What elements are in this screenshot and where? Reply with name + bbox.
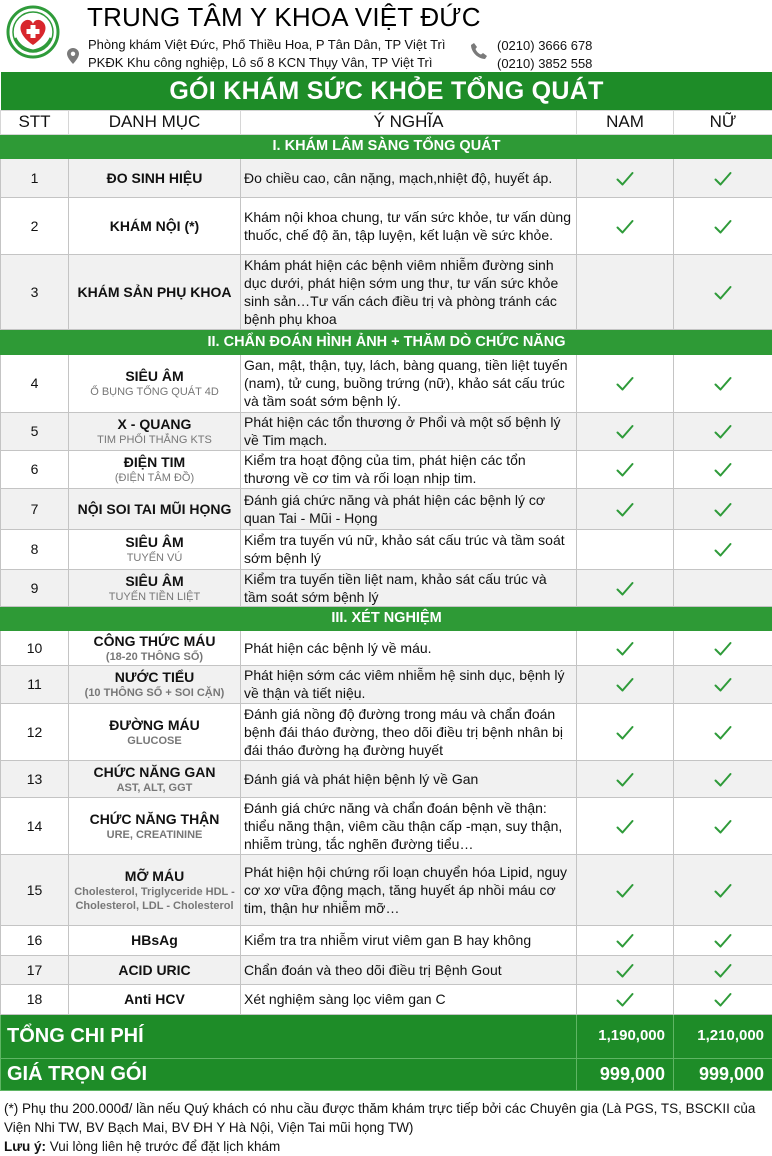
row-stt: 13 xyxy=(1,760,69,797)
row-category xyxy=(69,925,241,955)
check-icon xyxy=(714,285,732,301)
category-detail: Cholesterol, Triglyceride HDL - Cholesterol, LDL - Cholesterol xyxy=(74,885,235,912)
table-row xyxy=(1,529,772,569)
male-cell xyxy=(577,158,674,197)
category-detail: AST, ALT, GGT xyxy=(116,781,193,794)
category-name: NƯỚC TIỂU xyxy=(114,669,195,685)
check-icon xyxy=(616,992,634,1008)
check-icon xyxy=(616,963,634,979)
category-name: ACID URIC xyxy=(118,961,191,978)
row-category xyxy=(69,529,241,569)
male-cell xyxy=(577,955,674,984)
check-icon xyxy=(714,641,732,657)
table-row xyxy=(1,488,772,529)
row-category xyxy=(69,760,241,797)
category-detail: TIM PHỔI THẲNG KTS xyxy=(97,434,212,446)
check-icon xyxy=(616,933,634,949)
section-title: III. XÉT NGHIỆM xyxy=(1,606,772,630)
row-meaning: Đo chiều cao, cân nặng, mạch,nhiệt độ, huyết áp. xyxy=(241,158,577,197)
category-name: ĐIỆN TIM xyxy=(123,454,186,470)
column-header-male: NAM xyxy=(577,110,674,134)
category-name: HBsAg xyxy=(131,932,178,948)
row-stt: 8 xyxy=(1,529,69,569)
row-category xyxy=(69,488,241,529)
check-icon xyxy=(714,992,732,1008)
table-row xyxy=(1,630,772,665)
package-price-male: 999,000 xyxy=(577,1058,674,1090)
category-detail: TUYẾN TIỀN LIỆT xyxy=(108,590,201,603)
phone-1: (0210) 3666 678 xyxy=(497,38,593,53)
female-cell xyxy=(674,955,772,984)
row-stt: 14 xyxy=(1,797,69,854)
row-meaning: Phát hiện hội chứng rối loạn chuyển hóa Lipid, nguy cơ xơ vữa động mạch, tăng huyết áp nhồi máu cơ tim, thận hư nhiễm mỡ… xyxy=(241,854,577,925)
female-cell xyxy=(674,854,772,925)
row-meaning: Phát hiện các bệnh lý về máu. xyxy=(241,630,577,665)
logo-icon xyxy=(6,5,60,59)
check-icon xyxy=(714,542,732,558)
clinic-name: TRUNG TÂM Y KHOA VIỆT ĐỨC xyxy=(87,2,481,32)
female-cell xyxy=(674,254,772,329)
male-cell xyxy=(577,703,674,760)
row-stt: 3 xyxy=(1,254,69,329)
row-meaning: Chẩn đoán và theo dõi điều trị Bệnh Gout xyxy=(241,955,577,984)
row-meaning: Phát hiện sớm các viêm nhiễm hệ sinh dục, bệnh lý về thận và tiết niệu. xyxy=(241,665,577,703)
category-detail: (ĐIỆN TÂM ĐỒ) xyxy=(114,472,195,484)
column-header-stt: STT xyxy=(1,110,69,134)
row-category xyxy=(69,569,241,606)
section-title: I. KHÁM LÂM SÀNG TỔNG QUÁT xyxy=(1,134,772,158)
row-meaning: Đánh giá chức năng và chẩn đoán bệnh về thận: thiểu năng thận, viêm cầu thận cấp -mạn, suy thận, nhiễm trùng, tắc nghẽn đường tiểu… xyxy=(241,797,577,854)
male-cell xyxy=(577,412,674,450)
check-icon xyxy=(616,581,634,597)
female-cell xyxy=(674,412,772,450)
check-icon xyxy=(616,819,634,835)
hint-text: Vui lòng liên hệ trước để đặt lịch khám xyxy=(46,1139,281,1154)
table-row xyxy=(1,797,772,854)
row-category xyxy=(69,797,241,854)
total-cost-row xyxy=(1,1014,772,1058)
location-pin-icon xyxy=(67,48,79,69)
row-stt: 9 xyxy=(1,569,69,606)
row-category xyxy=(69,703,241,760)
male-cell xyxy=(577,197,674,254)
row-category xyxy=(69,197,241,254)
section-title: II. CHẨN ĐOÁN HÌNH ẢNH + THĂM DÒ CHỨC NĂNG xyxy=(1,329,772,354)
row-stt: 10 xyxy=(1,630,69,665)
row-meaning: Đánh giá nồng độ đường trong máu và chẩn đoán bệnh đái tháo đường, theo dõi điều trị bệnh nhân bị đái tháo đường hạ đường huyết xyxy=(241,703,577,760)
male-cell xyxy=(577,254,674,329)
check-icon xyxy=(616,725,634,741)
female-cell xyxy=(674,760,772,797)
row-meaning: Phát hiện các tổn thương ở Phổi và một số bệnh lý về Tim mạch. xyxy=(241,412,577,450)
check-icon xyxy=(616,376,634,392)
female-cell xyxy=(674,984,772,1014)
table-row xyxy=(1,984,772,1014)
row-stt: 1 xyxy=(1,158,69,197)
category-name: SIÊU ÂM xyxy=(125,368,184,384)
female-cell xyxy=(674,529,772,569)
check-icon xyxy=(616,502,634,518)
row-stt: 17 xyxy=(1,955,69,984)
footer-notes xyxy=(4,1099,768,1156)
table-row xyxy=(1,254,772,329)
check-icon xyxy=(714,772,732,788)
row-category xyxy=(69,450,241,488)
row-category xyxy=(69,984,241,1014)
female-cell xyxy=(674,703,772,760)
row-meaning: Kiểm tra tuyến vú nữ, khảo sát cấu trúc và tầm soát sớm bệnh lý xyxy=(241,529,577,569)
total-cost-female: 1,210,000 xyxy=(674,1014,772,1058)
row-stt: 5 xyxy=(1,412,69,450)
row-meaning: Khám phát hiện các bệnh viêm nhiễm đường sinh dục dưới, phát hiện sớm ung thư, tư vấn sức khỏe sinh sản…Tư vấn cách điều trị và phòng tránh các bệnh phụ khoa xyxy=(241,254,577,329)
row-stt: 2 xyxy=(1,197,69,254)
row-meaning: Kiểm tra hoạt động của tim, phát hiện các tổn thương về cơ tim và rối loạn nhịp tim. xyxy=(241,450,577,488)
category-name: ĐƯỜNG MÁU xyxy=(109,716,200,733)
booking-hint xyxy=(4,1137,768,1156)
check-icon xyxy=(714,963,732,979)
page-title: GÓI KHÁM SỨC KHỎE TỔNG QUÁT xyxy=(1,72,772,110)
male-cell xyxy=(577,665,674,703)
check-icon xyxy=(616,424,634,440)
table-row xyxy=(1,760,772,797)
category-name: CHỨC NĂNG GAN xyxy=(93,763,216,780)
category-name: CÔNG THỨC MÁU xyxy=(93,632,216,649)
male-cell xyxy=(577,760,674,797)
row-meaning: Xét nghiệm sàng lọc viêm gan C xyxy=(241,984,577,1014)
check-icon xyxy=(616,883,634,899)
row-category xyxy=(69,630,241,665)
category-name: NỘI SOI TAI MŨI HỌNG xyxy=(77,500,232,517)
package-price-row xyxy=(1,1058,772,1090)
male-cell xyxy=(577,630,674,665)
package-price-label: GIÁ TRỌN GÓI xyxy=(1,1058,577,1090)
check-icon xyxy=(714,933,732,949)
row-meaning: Gan, mật, thận, tụy, lách, bàng quang, tiền liệt tuyến (nam), tử cung, buồng trứng (nữ), khảo sát cấu trúc và tầm soát sớm bệnh lý. xyxy=(241,354,577,412)
category-detail: GLUCOSE xyxy=(127,734,182,747)
table-row xyxy=(1,665,772,703)
total-cost-label: TỔNG CHI PHÍ xyxy=(1,1014,577,1058)
female-cell xyxy=(674,630,772,665)
row-stt: 7 xyxy=(1,488,69,529)
total-cost-male: 1,190,000 xyxy=(577,1014,674,1058)
row-category xyxy=(69,955,241,984)
male-cell xyxy=(577,488,674,529)
row-category xyxy=(69,665,241,703)
hint-label: Lưu ý: xyxy=(4,1139,47,1154)
male-cell xyxy=(577,569,674,606)
check-icon xyxy=(714,462,732,478)
row-meaning: Đánh giá chức năng và phát hiện các bệnh lý cơ quan Tai - Mũi - Họng xyxy=(241,488,577,529)
row-stt: 15 xyxy=(1,854,69,925)
row-category xyxy=(69,854,241,925)
table-row xyxy=(1,569,772,606)
category-detail: (18-20 THÔNG SỐ) xyxy=(105,650,204,663)
category-name: KHÁM NỘI (*) xyxy=(109,217,200,234)
address-line-2: PKĐK Khu công nghiệp, Lô số 8 KCN Thụy Vân, TP Việt Trì xyxy=(88,55,433,70)
female-cell xyxy=(674,569,772,606)
female-cell xyxy=(674,797,772,854)
category-name: X - QUANG xyxy=(117,416,192,432)
category-detail: URE, CREATININE xyxy=(106,828,203,841)
table-row xyxy=(1,703,772,760)
table-row xyxy=(1,197,772,254)
check-icon xyxy=(616,641,634,657)
check-icon xyxy=(616,462,634,478)
row-category xyxy=(69,158,241,197)
row-meaning: Đánh giá và phát hiện bệnh lý về Gan xyxy=(241,760,577,797)
row-category xyxy=(69,354,241,412)
row-category xyxy=(69,254,241,329)
row-stt: 11 xyxy=(1,665,69,703)
female-cell xyxy=(674,925,772,955)
phone-icon xyxy=(470,42,488,65)
category-name: CHỨC NĂNG THẬN xyxy=(89,810,220,827)
table-row xyxy=(1,854,772,925)
category-detail: TUYẾN VÚ xyxy=(126,552,183,564)
category-name: Anti HCV xyxy=(124,991,185,1007)
check-icon xyxy=(714,424,732,440)
row-meaning: Kiểm tra tuyến tiền liệt nam, khảo sát cấu trúc và tầm soát sớm bệnh lý xyxy=(241,569,577,606)
check-icon xyxy=(714,725,732,741)
surcharge-note: (*) Phụ thu 200.000đ/ lần nếu Quý khách có nhu cầu được thăm khám trực tiếp bởi các Chuyên gia (Là PGS, TS, BSCKII của Viện Nhi TW, BV Bạch Mai, BV ĐH Y Hà Nội, Viện Tai mũi họng TW) xyxy=(4,1101,756,1135)
row-stt: 18 xyxy=(1,984,69,1014)
table-row xyxy=(1,354,772,412)
category-name: ĐO SINH HIỆU xyxy=(106,169,203,186)
male-cell xyxy=(577,529,674,569)
female-cell xyxy=(674,158,772,197)
package-table xyxy=(0,72,772,1091)
female-cell xyxy=(674,488,772,529)
male-cell xyxy=(577,354,674,412)
category-name: MỠ MÁU xyxy=(124,867,185,884)
check-icon xyxy=(714,502,732,518)
package-price-female: 999,000 xyxy=(674,1058,772,1090)
check-icon xyxy=(714,819,732,835)
category-detail: (10 THÔNG SỐ + SOI CẶN) xyxy=(84,687,225,699)
check-icon xyxy=(714,883,732,899)
row-stt: 12 xyxy=(1,703,69,760)
female-cell xyxy=(674,197,772,254)
check-icon xyxy=(714,376,732,392)
female-cell xyxy=(674,354,772,412)
category-name: KHÁM SẢN PHỤ KHOA xyxy=(77,283,232,300)
check-icon xyxy=(714,171,732,187)
check-icon xyxy=(714,677,732,693)
row-stt: 16 xyxy=(1,925,69,955)
male-cell xyxy=(577,984,674,1014)
table-row xyxy=(1,412,772,450)
table-row xyxy=(1,955,772,984)
row-category xyxy=(69,412,241,450)
address-line-1: Phòng khám Việt Đức, Phố Thiều Hoa, P Tân Dân, TP Việt Trì xyxy=(88,37,446,52)
female-cell xyxy=(674,450,772,488)
row-meaning: Khám nội khoa chung, tư vấn sức khỏe, tư vấn dùng thuốc, chế độ ăn, tập luyện, kết luận về sức khỏe. xyxy=(241,197,577,254)
category-name: SIÊU ÂM xyxy=(125,534,184,550)
category-detail: Ổ BỤNG TỔNG QUÁT 4D xyxy=(90,386,219,398)
table-row xyxy=(1,450,772,488)
check-icon xyxy=(714,219,732,235)
check-icon xyxy=(616,219,634,235)
header xyxy=(0,0,772,72)
row-stt: 6 xyxy=(1,450,69,488)
male-cell xyxy=(577,450,674,488)
check-icon xyxy=(616,677,634,693)
check-icon xyxy=(616,772,634,788)
table-row xyxy=(1,925,772,955)
column-header-meaning: Ý NGHĨA xyxy=(241,110,577,134)
category-name: SIÊU ÂM xyxy=(125,572,184,589)
male-cell xyxy=(577,797,674,854)
male-cell xyxy=(577,854,674,925)
column-header-category: DANH MỤC xyxy=(69,110,241,134)
phone-2: (0210) 3852 558 xyxy=(497,56,593,71)
row-meaning: Kiểm tra tra nhiễm virut viêm gan B hay không xyxy=(241,925,577,955)
check-icon xyxy=(616,171,634,187)
column-header-female: NỮ xyxy=(674,110,772,134)
male-cell xyxy=(577,925,674,955)
female-cell xyxy=(674,665,772,703)
table-row xyxy=(1,158,772,197)
row-stt: 4 xyxy=(1,354,69,412)
